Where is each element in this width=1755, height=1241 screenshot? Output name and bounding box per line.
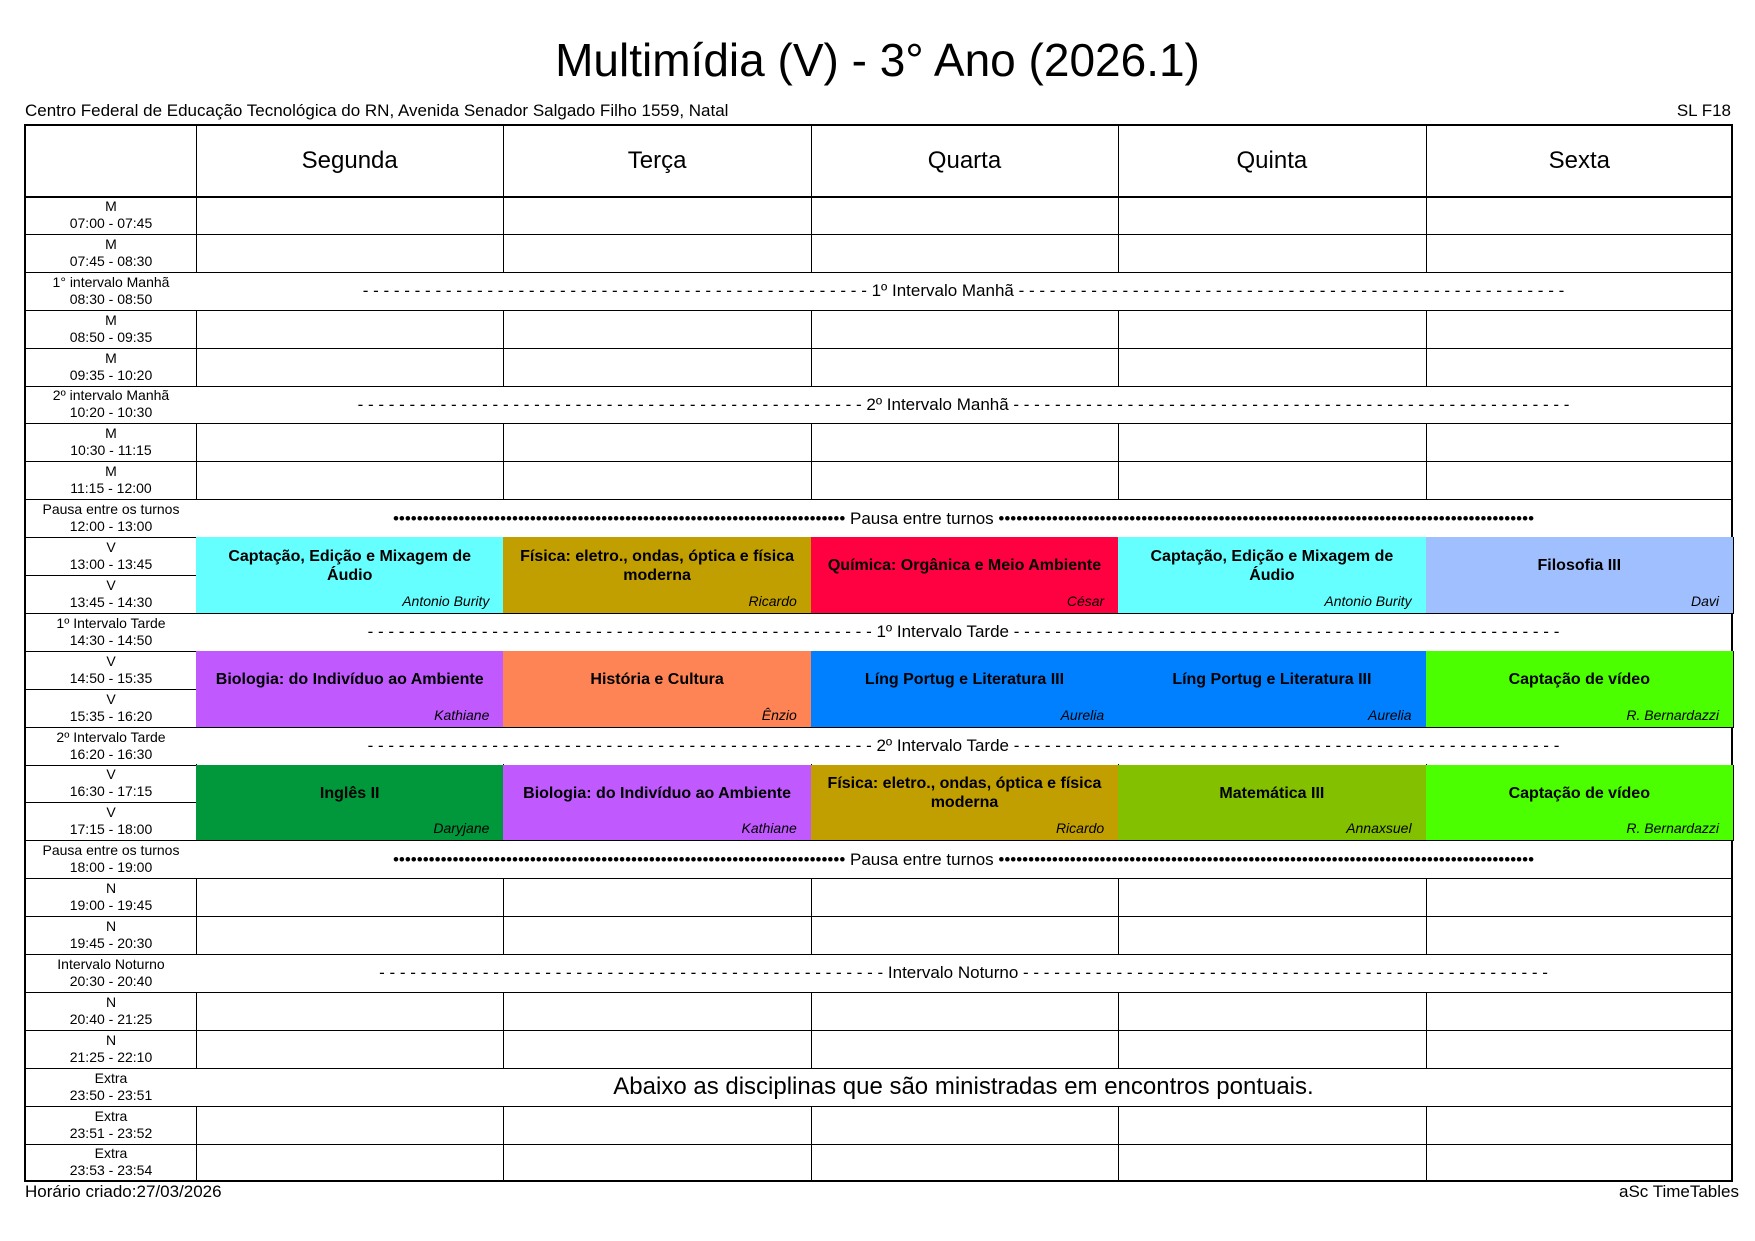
period-time: 08:50 - 09:35 [69, 328, 153, 345]
timetable-grid [24, 124, 1733, 1182]
row-divider [26, 423, 1731, 424]
row-divider [26, 348, 1731, 349]
period-time: 08:30 - 08:50 [69, 290, 153, 307]
period-time: 07:00 - 07:45 [69, 214, 153, 231]
period-label [26, 461, 196, 499]
day-header-terca: Terça [627, 147, 687, 174]
period-time: 12:00 - 13:00 [69, 518, 153, 535]
school-address: Centro Federal de Educação Tecnológica do RN, Avenida Senador Salgado Filho 1559, Natal [25, 101, 729, 120]
period-time: 14:50 - 15:35 [69, 669, 153, 686]
period-time: 20:30 - 20:40 [69, 972, 153, 989]
period-label [26, 386, 196, 424]
lesson-card[interactable] [811, 537, 1119, 614]
period-name: V [106, 766, 116, 783]
lesson-teacher: Annaxsuel [1346, 820, 1412, 837]
lesson-subject: História e Cultura [590, 671, 724, 689]
lesson-subject: Biologia: do Indivíduo ao Ambiente [523, 784, 791, 802]
lesson-card[interactable] [196, 765, 504, 842]
day-header-sexta: Sexta [1548, 147, 1610, 174]
lesson-card[interactable] [811, 765, 1119, 842]
lesson-teacher: R. Bernardazzi [1626, 706, 1719, 723]
period-name: V [106, 804, 116, 821]
period-label [26, 1068, 196, 1106]
period-name: Pausa entre os turnos [42, 842, 180, 859]
lesson-teacher: Davi [1690, 592, 1719, 609]
period-label [26, 537, 196, 575]
lesson-teacher: Ênzio [761, 706, 797, 723]
created-date: Horário criado:27/03/2026 [25, 1182, 222, 1201]
lesson-subject: Captação de vídeo [1508, 671, 1650, 689]
period-name: M [105, 235, 117, 252]
period-label [26, 802, 196, 840]
period-time: 20:40 - 21:25 [69, 1010, 153, 1027]
period-label [26, 1106, 196, 1144]
lesson-teacher: César [1066, 592, 1105, 609]
lesson-card[interactable] [503, 537, 811, 614]
period-name: Extra [94, 1107, 128, 1124]
period-label [26, 613, 196, 651]
period-time: 07:45 - 08:30 [69, 252, 153, 269]
period-time: 11:15 - 12:00 [70, 480, 152, 497]
lesson-subject: Biologia: do Indivíduo ao Ambiente [215, 671, 484, 689]
period-name: 1° intervalo Manhã [52, 273, 170, 290]
period-label [26, 234, 196, 272]
period-label [26, 423, 196, 461]
period-name: Pausa entre os turnos [42, 501, 180, 518]
period-time: 17:15 - 18:00 [69, 821, 153, 838]
break-band: - - - - - - - - - - - - - - - - - - - - - - - - - - - - - - - - - - - - - - - - - - - - - - - - - Intervalo Noturno - - - - - - - - - - - - - - - - - - - - - - - - - - - - - - - - - - - - - - - - - - - - - - - - - - - [196, 955, 1731, 992]
lesson-subject: Captação de vídeo [1508, 784, 1650, 802]
software-credit: aSc TimeTables [1619, 1182, 1739, 1201]
lesson-subject: Líng Portug e Literatura III [864, 671, 1065, 689]
period-label [26, 310, 196, 348]
period-name: N [105, 880, 117, 897]
lesson-card[interactable] [1426, 765, 1734, 842]
lesson-teacher: Daryjane [433, 820, 490, 837]
lesson-teacher: Ricardo [748, 592, 797, 609]
period-time: 23:53 - 23:54 [69, 1162, 153, 1179]
period-name: N [105, 1031, 117, 1048]
room-code: SL F18 [1676, 101, 1731, 120]
period-name: M [105, 349, 117, 366]
lesson-card[interactable] [1118, 651, 1426, 728]
period-name: 2º intervalo Manhã [52, 387, 170, 404]
period-label [26, 1030, 196, 1068]
period-name: N [105, 993, 117, 1010]
row-divider [26, 916, 1731, 917]
period-name: M [105, 463, 117, 480]
period-label [26, 689, 196, 727]
lesson-card[interactable] [196, 537, 504, 614]
lesson-subject: Filosofia III [1537, 557, 1622, 575]
lesson-subject: Física: eletro., ondas, óptica e física moderna [827, 775, 1102, 812]
break-band: Abaixo as disciplinas que são ministradas em encontros pontuais. [196, 1069, 1731, 1106]
period-label [26, 727, 196, 765]
break-band: - - - - - - - - - - - - - - - - - - - - - - - - - - - - - - - - - - - - - - - - - - - - - - - - - 2º Intervalo Tarde - - - - - - - - - - - - - - - - - - - - - - - - - - - - - - - - - - - - - - - - - - - - - - - - - - - - - [196, 728, 1731, 765]
lesson-card[interactable] [1426, 651, 1734, 728]
period-name: Extra [94, 1145, 128, 1162]
row-divider [26, 310, 1731, 311]
lesson-teacher: Antonio Burity [402, 592, 490, 609]
period-time: 15:35 - 16:20 [69, 707, 153, 724]
lesson-teacher: Aurelia [1060, 706, 1105, 723]
period-time: 16:30 - 17:15 [69, 783, 153, 800]
period-time: 13:45 - 14:30 [69, 593, 153, 610]
period-time: 19:45 - 20:30 [69, 935, 153, 952]
lesson-subject: Matemática III [1219, 784, 1325, 802]
lesson-teacher: R. Bernardazzi [1626, 820, 1719, 837]
header-divider [26, 196, 1731, 198]
period-time: 10:30 - 11:15 [70, 442, 152, 459]
lesson-teacher: Kathiane [741, 820, 797, 837]
lesson-teacher: Aurelia [1367, 706, 1412, 723]
day-header-segunda: Segunda [301, 147, 398, 174]
period-name: Extra [94, 1069, 128, 1086]
period-name: M [105, 197, 117, 214]
period-label [26, 765, 196, 803]
lesson-teacher: Antonio Burity [1324, 592, 1412, 609]
period-label [26, 575, 196, 613]
period-label [26, 499, 196, 537]
period-label [26, 1144, 196, 1182]
lesson-card[interactable] [811, 651, 1119, 728]
period-label [26, 272, 196, 310]
period-name: M [105, 425, 117, 442]
period-time: 09:35 - 10:20 [69, 366, 153, 383]
period-name: N [105, 918, 117, 935]
row-divider [26, 992, 1731, 993]
period-name: V [106, 576, 116, 593]
period-time: 19:00 - 19:45 [69, 897, 153, 914]
period-name: Intervalo Noturno [57, 955, 165, 972]
lesson-teacher: Ricardo [1055, 820, 1105, 837]
lesson-subject: Física: eletro., ondas, óptica e física moderna [520, 547, 795, 584]
lesson-card[interactable] [1118, 765, 1426, 842]
page-title: Multimídia (V) - 3° Ano (2026.1) [555, 34, 1200, 86]
period-time: 10:20 - 10:30 [69, 404, 153, 421]
period-label [26, 954, 196, 992]
day-header-quinta: Quinta [1236, 147, 1308, 174]
break-band: - - - - - - - - - - - - - - - - - - - - - - - - - - - - - - - - - - - - - - - - - - - - - - - - - 1º Intervalo Manhã - - - - - - - - - - - - - - - - - - - - - - - - - - - - - - - - - - - - - - - - - - - - - - - - - - - - - [196, 273, 1731, 310]
lesson-card[interactable] [503, 765, 811, 842]
period-time: 14:30 - 14:50 [69, 631, 153, 648]
lesson-subject: Química: Orgânica e Meio Ambiente [827, 557, 1102, 575]
lesson-card[interactable] [196, 651, 504, 728]
period-name: 2º Intervalo Tarde [56, 728, 166, 745]
break-band: - - - - - - - - - - - - - - - - - - - - - - - - - - - - - - - - - - - - - - - - - - - - - - - - - 2º Intervalo Manhã - - - - - - - - - - - - - - - - - - - - - - - - - - - - - - - - - - - - - - - - - - - - - - - - - - - - - - [196, 387, 1731, 424]
period-time: 23:51 - 23:52 [69, 1124, 153, 1141]
period-label [26, 196, 196, 234]
period-label [26, 992, 196, 1030]
lesson-subject: Captação, Edição e Mixagem de Áudio [228, 547, 472, 584]
break-band: •••••••••••••••••••••••••••••••••••••••••••••••••••••••••••••••••••••••••••• Pausa entre turnos •••••••••••••••••••••••••••••••••••••••••••••••••••••••••••••••••••••••••••••••••••••••••• [196, 500, 1731, 537]
lesson-subject: Líng Portug e Literatura III [1172, 671, 1372, 689]
row-divider [26, 1106, 1731, 1107]
period-time: 13:00 - 13:45 [69, 556, 153, 573]
row-divider [26, 1144, 1731, 1145]
break-band: - - - - - - - - - - - - - - - - - - - - - - - - - - - - - - - - - - - - - - - - - - - - - - - - - 1º Intervalo Tarde - - - - - - - - - - - - - - - - - - - - - - - - - - - - - - - - - - - - - - - - - - - - - - - - - - - - - [196, 614, 1731, 651]
lesson-subject: Inglês II [319, 784, 380, 802]
period-name: V [106, 652, 116, 669]
row-divider [26, 234, 1731, 235]
period-name: M [105, 311, 117, 328]
period-time: 21:25 - 22:10 [69, 1048, 153, 1065]
lesson-subject: Captação, Edição e Mixagem de Áudio [1150, 547, 1394, 584]
period-time: 23:50 - 23:51 [69, 1086, 153, 1103]
lesson-teacher: Kathiane [434, 706, 490, 723]
row-divider [26, 878, 1731, 879]
period-label [26, 651, 196, 689]
period-time: 18:00 - 19:00 [69, 859, 153, 876]
period-label [26, 916, 196, 954]
break-band: •••••••••••••••••••••••••••••••••••••••••••••••••••••••••••••••••••••••••••• Pausa entre turnos •••••••••••••••••••••••••••••••••••••••••••••••••••••••••••••••••••••••••••••••••••••••••• [196, 841, 1731, 878]
period-name: V [106, 539, 116, 556]
period-name: 1º Intervalo Tarde [56, 614, 166, 631]
lesson-card[interactable] [1118, 537, 1426, 614]
period-label [26, 878, 196, 916]
period-label [26, 348, 196, 386]
period-name: V [106, 690, 116, 707]
row-divider [26, 1030, 1731, 1031]
period-time: 16:20 - 16:30 [69, 745, 153, 762]
period-label [26, 840, 196, 878]
day-header-quarta: Quarta [927, 147, 1002, 174]
lesson-card[interactable] [503, 651, 811, 728]
lesson-card[interactable] [1426, 537, 1734, 614]
row-divider [26, 461, 1731, 462]
